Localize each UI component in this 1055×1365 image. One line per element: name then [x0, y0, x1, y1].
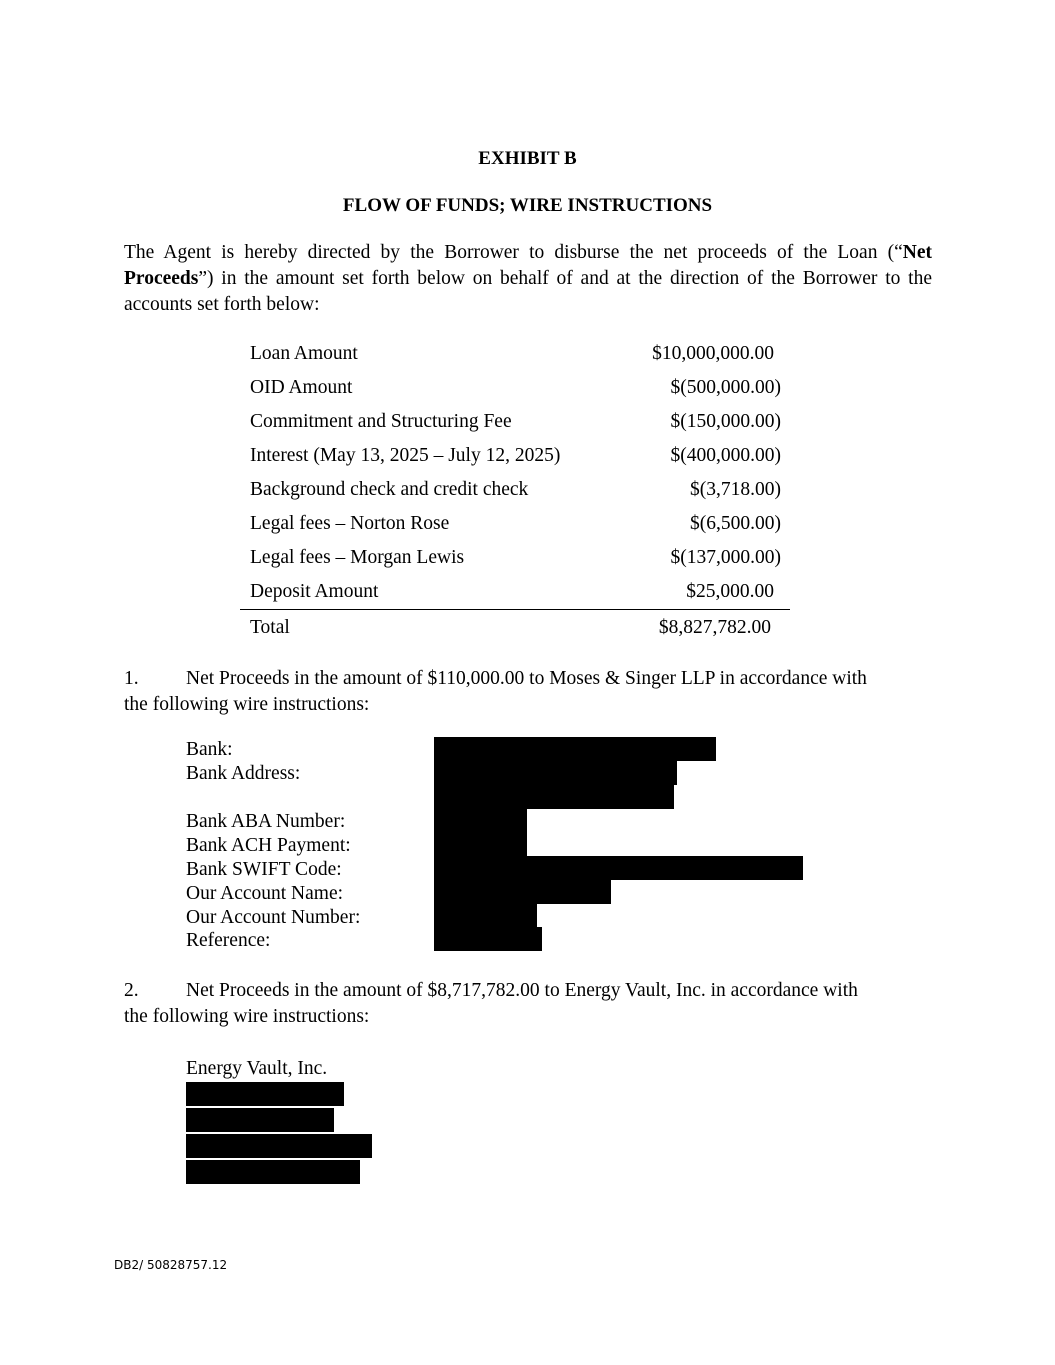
- redaction-bar: [434, 927, 542, 951]
- document-footer-id: DB2/ 50828757.12: [114, 1258, 228, 1272]
- redaction-bar: [434, 833, 527, 857]
- redaction-bar: [434, 809, 527, 833]
- exhibit-title: EXHIBIT B: [478, 148, 577, 169]
- redaction-bar: [434, 856, 803, 880]
- table-row-amount: $(150,000.00): [670, 411, 781, 432]
- section-title: FLOW OF FUNDS; WIRE INSTRUCTIONS: [342, 195, 713, 216]
- redaction-bar: [434, 880, 611, 904]
- redaction-bar: [186, 1134, 372, 1158]
- table-row-label: Legal fees – Norton Rose: [250, 513, 450, 534]
- redaction-bar: [434, 737, 716, 761]
- reference-label: Reference:: [186, 930, 271, 951]
- total-amount: $8,827,782.00: [658, 617, 771, 638]
- table-row-label: Commitment and Structuring Fee: [250, 411, 512, 432]
- redaction-bar: [186, 1108, 334, 1132]
- item-1-number: 1.: [124, 668, 139, 689]
- table-row-amount: $(400,000.00): [670, 445, 781, 466]
- table-row-amount: $10,000,000.00: [652, 343, 774, 364]
- item-1-line-1: Net Proceeds in the amount of $110,000.00 to Moses & Singer LLP in accordance with: [186, 668, 867, 689]
- item-2-line-2: the following wire instructions:: [124, 1006, 370, 1027]
- intro-bold-net: Net: [902, 242, 932, 263]
- table-row-amount: $(137,000.00): [670, 547, 781, 568]
- bank-swift-label: Bank SWIFT Code:: [186, 859, 342, 880]
- table-row-amount: $(3,718.00): [690, 479, 781, 500]
- payee-name: Energy Vault, Inc.: [186, 1058, 328, 1079]
- account-name-label: Our Account Name:: [186, 883, 344, 904]
- table-row-label: Background check and credit check: [250, 479, 529, 500]
- table-row-amount: $(500,000.00): [670, 377, 781, 398]
- intro-line-2-text: ”) in the amount set forth below on behalf of and at the direction of the Borrower to the: [198, 268, 932, 289]
- redaction-bar: [434, 904, 537, 928]
- redaction-bar: [186, 1082, 344, 1106]
- intro-paragraph: [124, 240, 932, 318]
- redaction-bar: [186, 1160, 360, 1184]
- table-row-label: Loan Amount: [250, 343, 358, 364]
- bank-address-label: Bank Address:: [186, 763, 301, 784]
- table-row-amount: $(6,500.00): [690, 513, 781, 534]
- table-row-label: OID Amount: [250, 377, 353, 398]
- table-row-label: Legal fees – Morgan Lewis: [250, 547, 465, 568]
- intro-bold-proceeds: Proceeds: [124, 268, 199, 289]
- bank-aba-label: Bank ABA Number:: [186, 811, 346, 832]
- total-label: Total: [250, 617, 290, 638]
- account-number-label: Our Account Number:: [186, 907, 361, 928]
- item-1-line-2: the following wire instructions:: [124, 694, 370, 715]
- bank-ach-label: Bank ACH Payment:: [186, 835, 351, 856]
- bank-label: Bank:: [186, 739, 233, 760]
- intro-line-1-text: The Agent is hereby directed by the Borrower to disburse the net proceeds of the Loan (“: [124, 242, 903, 263]
- item-2-number: 2.: [124, 980, 139, 1001]
- redaction-bar: [434, 785, 674, 809]
- table-row-label: Deposit Amount: [250, 581, 379, 602]
- intro-line-3: accounts set forth below:: [124, 294, 320, 315]
- table-row-amount: $25,000.00: [686, 581, 774, 602]
- total-rule: [240, 609, 790, 610]
- intro-line-2: [124, 266, 932, 292]
- table-row-label: Interest (May 13, 2025 – July 12, 2025): [250, 445, 561, 466]
- item-2-line-1: Net Proceeds in the amount of $8,717,782.00 to Energy Vault, Inc. in accordance with: [186, 980, 858, 1001]
- intro-line-1: [124, 240, 932, 266]
- redaction-bar: [434, 761, 677, 785]
